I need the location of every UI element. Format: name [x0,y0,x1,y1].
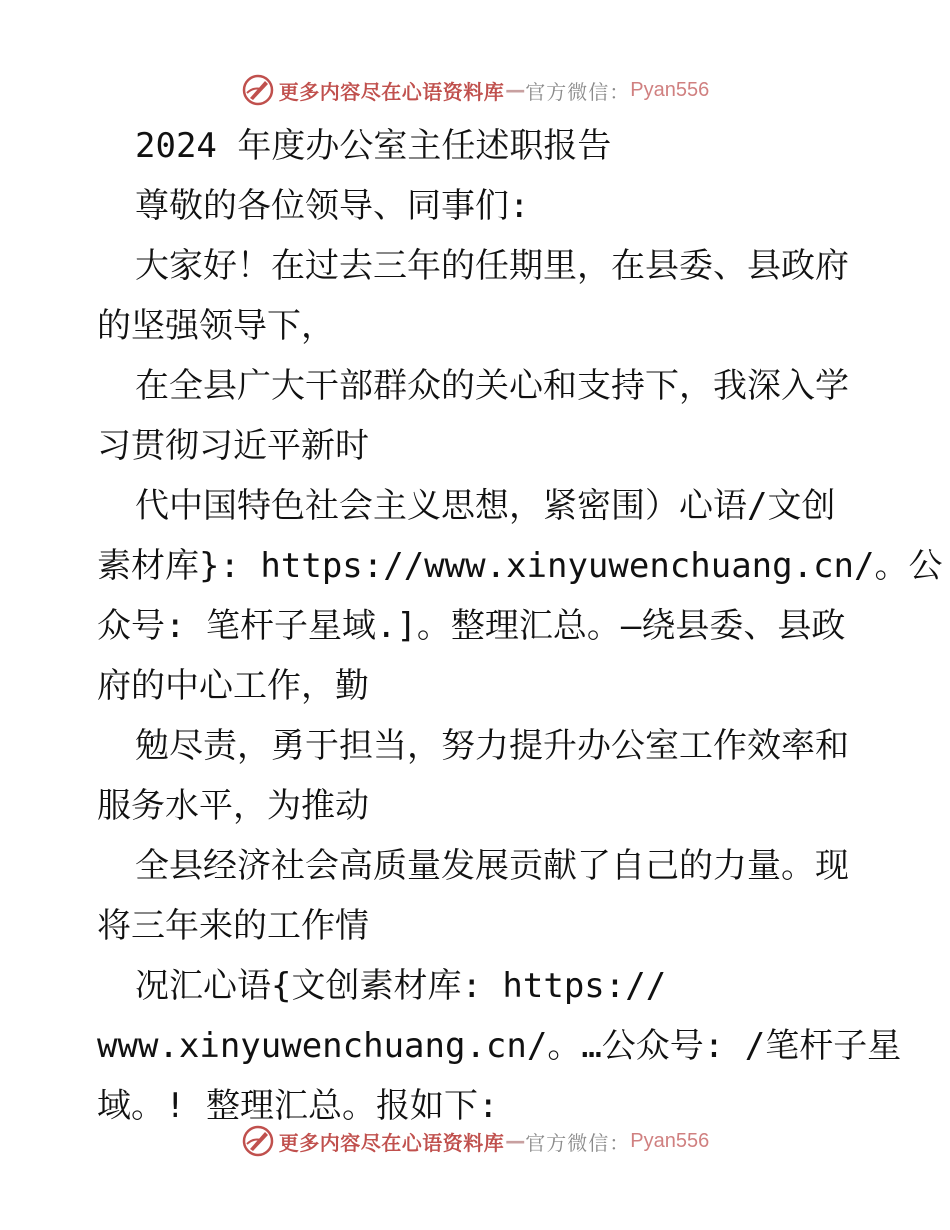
header-watermark-banner [0,70,950,110]
banner-weixin-label: 官方微信： [525,1130,631,1155]
document-body [97,116,943,1136]
paragraph-line: www.xinyuwenchuang.cn/。…公众号: /笔杆子星 [97,1026,902,1066]
paragraph-line: 勉尽责，勇于担当，努力提升办公室工作效率和 [135,726,849,766]
paragraph-line: 在全县广大干部群众的关心和支持下，我深入学 [135,366,849,406]
paragraph-line: 代中国特色社会主义思想，紧密围）心语/文创 [135,486,836,526]
paragraph-line: 况汇心语{文创素材库: https:// [135,966,667,1006]
footer-watermark-banner [0,1121,950,1161]
banner-weixin-id: Pyan556 [630,78,710,101]
paragraph-line: 将三年来的工作情 [97,906,369,946]
paragraph-line: 全县经济社会高质量发展贡献了自己的力量。现 [135,846,849,886]
banner-weixin-id: Pyan556 [630,1129,710,1152]
document-title: 2024 年度办公室主任述职报告 [135,126,612,166]
banner-main-text: 更多内容尽在心语资料库 [278,1130,505,1155]
paragraph-line: 大家好！在过去三年的任期里，在县委、县政府 [135,246,849,286]
salutation-line: 尊敬的各位领导、同事们: [135,186,530,226]
banner-separator: — [505,78,526,102]
paragraph-line: 的坚强领导下， [97,306,335,346]
quill-seal-icon [241,73,275,107]
paragraph-line: 域。! 整理汇总。报如下: [97,1086,499,1126]
paragraph-line: 府的中心工作，勤 [97,666,369,706]
banner-main-text: 更多内容尽在心语资料库 [278,79,505,104]
banner-separator: — [505,1129,526,1153]
paragraph-line: 习贯彻习近平新时 [97,426,369,466]
paragraph-line: 众号: 笔杆子星域.]。整理汇总。—绕县委、县政 [97,606,846,646]
paragraph-line: 素材库}: https://www.xinyuwenchuang.cn/。公 [97,546,943,586]
banner-weixin-label: 官方微信： [525,79,631,104]
paragraph-line: 服务水平，为推动 [97,786,369,826]
quill-seal-icon [241,1124,275,1158]
